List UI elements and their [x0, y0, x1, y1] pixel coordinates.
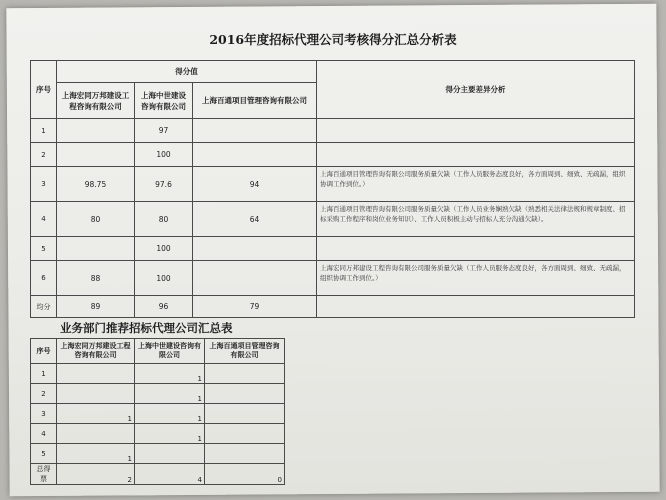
- analysis-note: [317, 119, 635, 143]
- header-row: [31, 339, 285, 364]
- table-row: [31, 237, 635, 261]
- score-b: 97.6: [135, 167, 193, 202]
- row-seq: 3: [31, 167, 57, 202]
- average-c: 79: [193, 296, 317, 318]
- vote-a: 1: [57, 404, 135, 424]
- table-row: [31, 384, 285, 404]
- seq-header: 序号: [31, 339, 57, 364]
- score-a: [57, 237, 135, 261]
- vote-b: 1: [135, 384, 205, 404]
- score-c: 64: [193, 202, 317, 237]
- table-row: [31, 364, 285, 384]
- company-a-header: 上海宏同万邦建设工程咨询有限公司: [57, 339, 135, 364]
- vote-a: [57, 424, 135, 444]
- analysis-note: 上海百通项目管理咨询有限公司服务质量欠缺（工作人员服务态度良好，各方面周到、细致、无疏漏，组织协调工作到位。）: [317, 167, 635, 202]
- header-row: [31, 61, 635, 83]
- table-row: [31, 261, 635, 296]
- vote-c: [205, 444, 285, 464]
- company-c-header: 上海百通项目管理咨询有限公司: [193, 83, 317, 119]
- table-row: [31, 143, 635, 167]
- vote-b: 1: [135, 404, 205, 424]
- average-label: 均分: [31, 296, 57, 318]
- vote-c: [205, 424, 285, 444]
- total-row: [31, 464, 285, 485]
- analysis-note: 上海宏同万邦建设工程咨询有限公司服务质量欠缺（工作人员服务态度良好，各方面周到、细致、无疏漏，组织协调工作到位。）: [317, 261, 635, 296]
- vote-b: 1: [135, 424, 205, 444]
- score-a: 98.75: [57, 167, 135, 202]
- vote-b: 1: [135, 364, 205, 384]
- company-b-header: 上海中世建设咨询有限公司: [135, 83, 193, 119]
- row-seq: 6: [31, 261, 57, 296]
- score-a: [57, 119, 135, 143]
- vote-b: [135, 444, 205, 464]
- total-a: 2: [57, 464, 135, 485]
- row-seq: 1: [31, 119, 57, 143]
- row-seq: 3: [31, 404, 57, 424]
- average-b: 96: [135, 296, 193, 318]
- table-row: [31, 404, 285, 424]
- vote-c: [205, 364, 285, 384]
- total-label: 总得票: [31, 464, 57, 485]
- score-c: [193, 261, 317, 296]
- row-seq: 2: [31, 143, 57, 167]
- row-seq: 4: [31, 424, 57, 444]
- score-b: 100: [135, 237, 193, 261]
- score-c: [193, 237, 317, 261]
- recommend-summary-table: [30, 338, 285, 485]
- score-a: [57, 143, 135, 167]
- score-b: 100: [135, 261, 193, 296]
- total-b: 4: [135, 464, 205, 485]
- score-b: 97: [135, 119, 193, 143]
- company-c-header: 上海百通项目管理咨询有限公司: [205, 339, 285, 364]
- row-seq: 5: [31, 444, 57, 464]
- table-row: [31, 444, 285, 464]
- table-row: [31, 202, 635, 237]
- analysis-note: [317, 237, 635, 261]
- vote-c: [205, 384, 285, 404]
- score-summary-table: [30, 60, 635, 318]
- analysis-header: 得分主要差异分析: [317, 61, 635, 119]
- table-row: [31, 119, 635, 143]
- analysis-empty: [317, 296, 635, 318]
- company-b-header: 上海中世建设咨询有限公司: [135, 339, 205, 364]
- score-group-header: 得分值: [57, 61, 317, 83]
- vote-a: 1: [57, 444, 135, 464]
- table-row: [31, 167, 635, 202]
- score-c: 94: [193, 167, 317, 202]
- analysis-note: [317, 143, 635, 167]
- score-table-title: 2016年度招标代理公司考核得分汇总分析表: [209, 32, 457, 47]
- recommend-table-title: 业务部门推荐招标代理公司汇总表: [60, 321, 233, 335]
- average-row: [31, 296, 635, 318]
- analysis-note: 上海百通项目管理咨询有限公司服务质量欠缺（工作人员业务娴熟欠缺（熟悉相关法律法规和规章制度、招标采购工作程序和岗位业务知识）、工作人员积极主动与招标人充分沟通欠缺）。: [317, 202, 635, 237]
- average-a: 89: [57, 296, 135, 318]
- score-c: [193, 119, 317, 143]
- row-seq: 1: [31, 364, 57, 384]
- vote-c: [205, 404, 285, 424]
- vote-a: [57, 364, 135, 384]
- score-b: 80: [135, 202, 193, 237]
- total-c: 0: [205, 464, 285, 485]
- score-a: 80: [57, 202, 135, 237]
- company-a-header: 上海宏同万邦建设工程咨询有限公司: [57, 83, 135, 119]
- score-c: [193, 143, 317, 167]
- vote-a: [57, 384, 135, 404]
- score-a: 88: [57, 261, 135, 296]
- row-seq: 4: [31, 202, 57, 237]
- row-seq: 2: [31, 384, 57, 404]
- seq-header: 序号: [31, 61, 57, 119]
- table-row: [31, 424, 285, 444]
- row-seq: 5: [31, 237, 57, 261]
- score-b: 100: [135, 143, 193, 167]
